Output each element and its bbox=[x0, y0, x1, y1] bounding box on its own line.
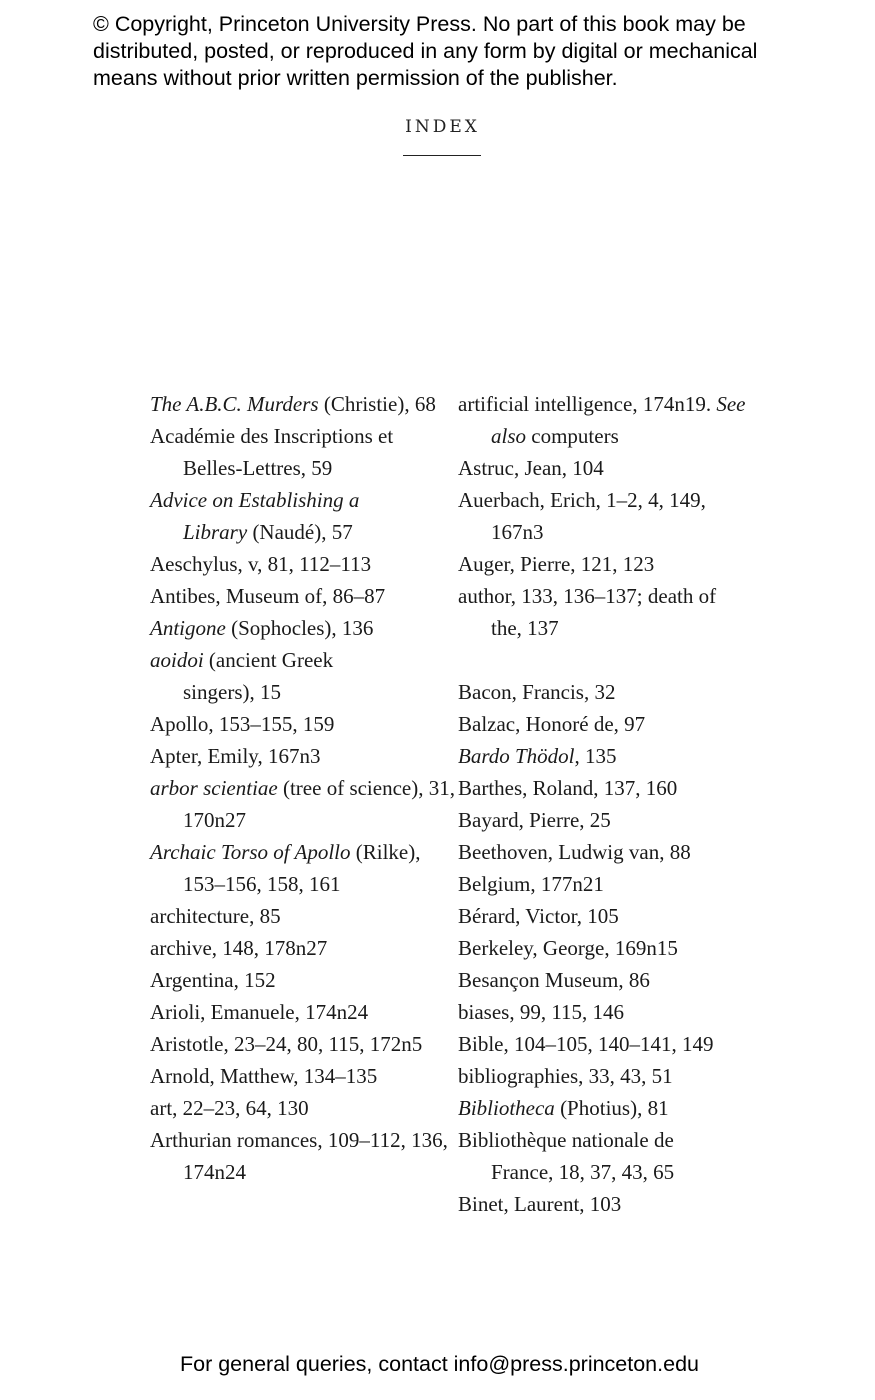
entry-text: (Christie), 68 bbox=[318, 392, 436, 416]
entry-text: (tree of science), 31, 170n27 bbox=[183, 776, 455, 832]
index-entry bbox=[458, 836, 728, 868]
entry-text: Bacon, Francis, 32 bbox=[458, 680, 616, 704]
footer-contact: For general queries, contact info@press.princeton.edu bbox=[179, 1352, 699, 1376]
index-entry bbox=[458, 900, 728, 932]
entry-text: Balzac, Honoré de, 97 bbox=[458, 712, 646, 736]
copyright-line-3: means without prior written permission of the publisher. bbox=[93, 66, 618, 90]
entry-text: Antibes, Museum of, 86–87 bbox=[150, 584, 386, 608]
index-entry bbox=[458, 676, 728, 708]
entry-text: artificial intelligence, 174n19. bbox=[458, 392, 717, 416]
entry-text: biases, 99, 115, 146 bbox=[458, 1000, 625, 1024]
entry-text: Auger, Pierre, 121, 123 bbox=[458, 552, 655, 576]
page-title: INDEX bbox=[405, 117, 480, 137]
index-entry bbox=[150, 836, 458, 900]
entry-text: Aeschylus, v, 81, 112–113 bbox=[150, 552, 372, 576]
letter-group-gap bbox=[458, 644, 728, 676]
index-entry bbox=[458, 1060, 728, 1092]
entry-text: bibliographies, 33, 43, 51 bbox=[458, 1064, 673, 1088]
index-entry bbox=[458, 868, 728, 900]
entry-italic: Advice on Establishing a Library bbox=[150, 488, 360, 544]
title-underline-divider bbox=[403, 155, 481, 156]
entry-text: Bibliothèque nationale de France, 18, 37, 43, 65 bbox=[458, 1128, 675, 1184]
index-entry bbox=[150, 772, 468, 836]
entry-text: Aristotle, 23–24, 80, 115, 172n5 bbox=[150, 1032, 423, 1056]
index-entry bbox=[458, 580, 749, 644]
index-entry bbox=[458, 708, 728, 740]
index-entry bbox=[150, 420, 443, 484]
entry-text: Auerbach, Erich, 1–2, 4, 149, 167n3 bbox=[458, 488, 706, 544]
entry-text: Apter, Emily, 167n3 bbox=[150, 744, 321, 768]
index-entry bbox=[150, 612, 440, 644]
index-entry bbox=[458, 804, 728, 836]
index-column-right bbox=[458, 388, 746, 1220]
entry-text: (Naudé), 57 bbox=[247, 520, 353, 544]
index-column-left bbox=[150, 388, 455, 1188]
index-entry bbox=[458, 964, 728, 996]
entry-text: Astruc, Jean, 104 bbox=[458, 456, 604, 480]
entry-text: author, 133, 136–137; death of the, 137 bbox=[458, 584, 717, 640]
copyright-line-1: © Copyright, Princeton University Press. No part of this book may be bbox=[93, 12, 746, 36]
index-entry bbox=[458, 932, 728, 964]
entry-text: art, 22–23, 64, 130 bbox=[150, 1096, 309, 1120]
index-entry bbox=[150, 1060, 440, 1092]
index-entry bbox=[458, 1188, 728, 1220]
index-entry bbox=[458, 548, 728, 580]
index-entry bbox=[150, 580, 440, 612]
index-entry bbox=[150, 1092, 440, 1124]
entry-text: Apollo, 153–155, 159 bbox=[150, 712, 335, 736]
entry-text: Arnold, Matthew, 134–135 bbox=[150, 1064, 378, 1088]
entry-italic: See also bbox=[491, 392, 746, 448]
entry-text: Bayard, Pierre, 25 bbox=[458, 808, 611, 832]
index-entry bbox=[150, 900, 440, 932]
entry-italic: Bardo Thödol bbox=[458, 744, 575, 768]
entry-text: Besançon Museum, 86 bbox=[458, 968, 650, 992]
entry-text: (ancient Greek singers), 15 bbox=[183, 648, 334, 704]
index-entry bbox=[150, 996, 440, 1028]
entry-text: Barthes, Roland, 137, 160 bbox=[458, 776, 678, 800]
entry-text: Bible, 104–105, 140–141, 149 bbox=[458, 1032, 714, 1056]
index-entry bbox=[150, 708, 440, 740]
entry-text: (Photius), 81 bbox=[554, 1096, 669, 1120]
entry-text: Arthurian romances, 109–112, 136, 174n24 bbox=[150, 1128, 448, 1184]
index-entry bbox=[458, 484, 746, 548]
index-entry bbox=[458, 772, 728, 804]
index-entry bbox=[458, 996, 728, 1028]
index-entry bbox=[458, 740, 728, 772]
index-entry bbox=[458, 388, 753, 452]
index-entry bbox=[458, 1028, 728, 1060]
entry-italic: Archaic Torso of Apollo bbox=[150, 840, 351, 864]
index-entry bbox=[458, 452, 728, 484]
entry-text: (Rilke), 153–156, 158, 161 bbox=[183, 840, 421, 896]
entry-italic: The A.B.C. Murders bbox=[150, 392, 319, 416]
index-entry bbox=[150, 1124, 453, 1188]
index-entry bbox=[150, 644, 393, 708]
entry-text: , 135 bbox=[574, 744, 617, 768]
entry-text: Argentina, 152 bbox=[150, 968, 276, 992]
entry-text: archive, 148, 178n27 bbox=[150, 936, 328, 960]
index-entry bbox=[150, 388, 440, 420]
entry-italic: aoidoi bbox=[150, 648, 204, 672]
index-entry bbox=[150, 740, 440, 772]
index-entry bbox=[150, 932, 440, 964]
copyright-line-2: distributed, posted, or reproduced in any form by digital or mechanical bbox=[93, 39, 758, 63]
entry-text: Académie des Inscriptions et Belles-Lettres, 59 bbox=[150, 424, 394, 480]
entry-text: computers bbox=[526, 424, 619, 448]
index-entry bbox=[150, 484, 423, 548]
entry-text: Bérard, Victor, 105 bbox=[458, 904, 619, 928]
entry-italic: Antigone bbox=[150, 616, 226, 640]
entry-text: Berkeley, George, 169n15 bbox=[458, 936, 678, 960]
entry-text: Arioli, Emanuele, 174n24 bbox=[150, 1000, 369, 1024]
entry-text: (Sophocles), 136 bbox=[225, 616, 374, 640]
index-entry bbox=[150, 1028, 440, 1060]
entry-text: Binet, Laurent, 103 bbox=[458, 1192, 622, 1216]
index-entry bbox=[150, 548, 440, 580]
entry-text: architecture, 85 bbox=[150, 904, 281, 928]
entry-italic: Bibliotheca bbox=[458, 1096, 555, 1120]
entry-text: Belgium, 177n21 bbox=[458, 872, 604, 896]
index-entry bbox=[150, 964, 440, 996]
index-entry bbox=[458, 1124, 731, 1188]
entry-italic: arbor scientiae bbox=[150, 776, 278, 800]
entry-text: Beethoven, Ludwig van, 88 bbox=[458, 840, 691, 864]
index-entry bbox=[458, 1092, 728, 1124]
copyright-notice bbox=[93, 11, 813, 92]
